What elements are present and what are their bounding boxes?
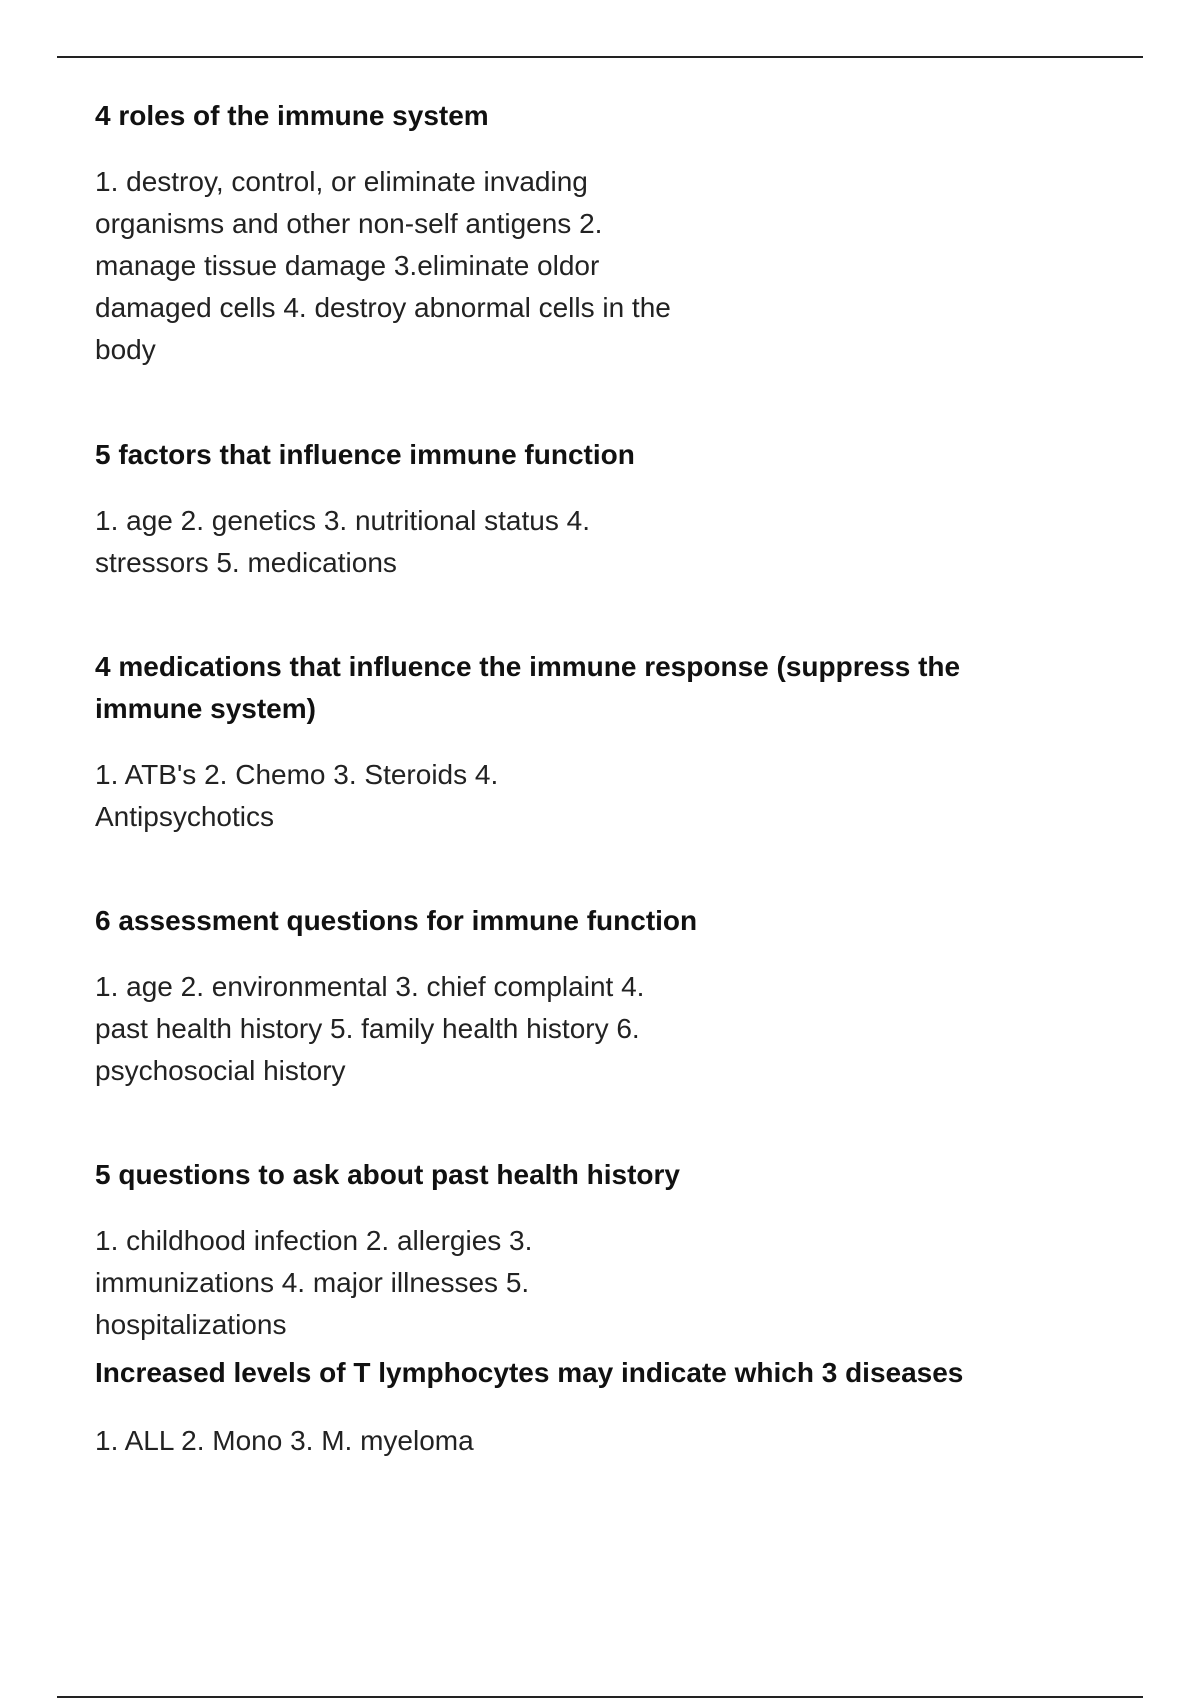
card-definition: 1. ATB's 2. Chemo 3. Steroids 4. Antipsychotics	[95, 759, 499, 832]
card-term: 6 assessment questions for immune function	[95, 905, 698, 936]
card-term: 4 medications that influence the immune response (suppress the immune system)	[95, 651, 961, 724]
card-definition: 1. destroy, control, or eliminate invading organisms and other non-self antigens 2. manage tissue damage 3.eliminate oldor damaged cells 4. destroy abnormal cells in the body	[95, 166, 671, 365]
bottom-divider	[57, 1696, 1143, 1698]
flashcard	[95, 900, 995, 1092]
top-divider	[57, 56, 1143, 58]
card-term: 4 roles of the immune system	[95, 100, 489, 131]
card-definition: 1. age 2. environmental 3. chief complaint 4. past health history 5. family health history 6. psychosocial history	[95, 971, 645, 1086]
flashcard	[95, 95, 995, 371]
card-term: 5 factors that influence immune function	[95, 439, 635, 470]
flashcard	[95, 646, 995, 838]
flashcard	[95, 1154, 995, 1346]
card-term: 5 questions to ask about past health history	[95, 1159, 680, 1190]
card-definition: 1. ALL 2. Mono 3. M. myeloma	[95, 1425, 474, 1456]
flashcard	[95, 434, 995, 584]
card-definition: 1. age 2. genetics 3. nutritional status 4. stressors 5. medications	[95, 505, 590, 578]
flashcard	[95, 1352, 995, 1462]
card-term: Increased levels of T lymphocytes may indicate which 3 diseases	[95, 1357, 964, 1388]
card-definition: 1. childhood infection 2. allergies 3. immunizations 4. major illnesses 5. hospitalizations	[95, 1225, 533, 1340]
